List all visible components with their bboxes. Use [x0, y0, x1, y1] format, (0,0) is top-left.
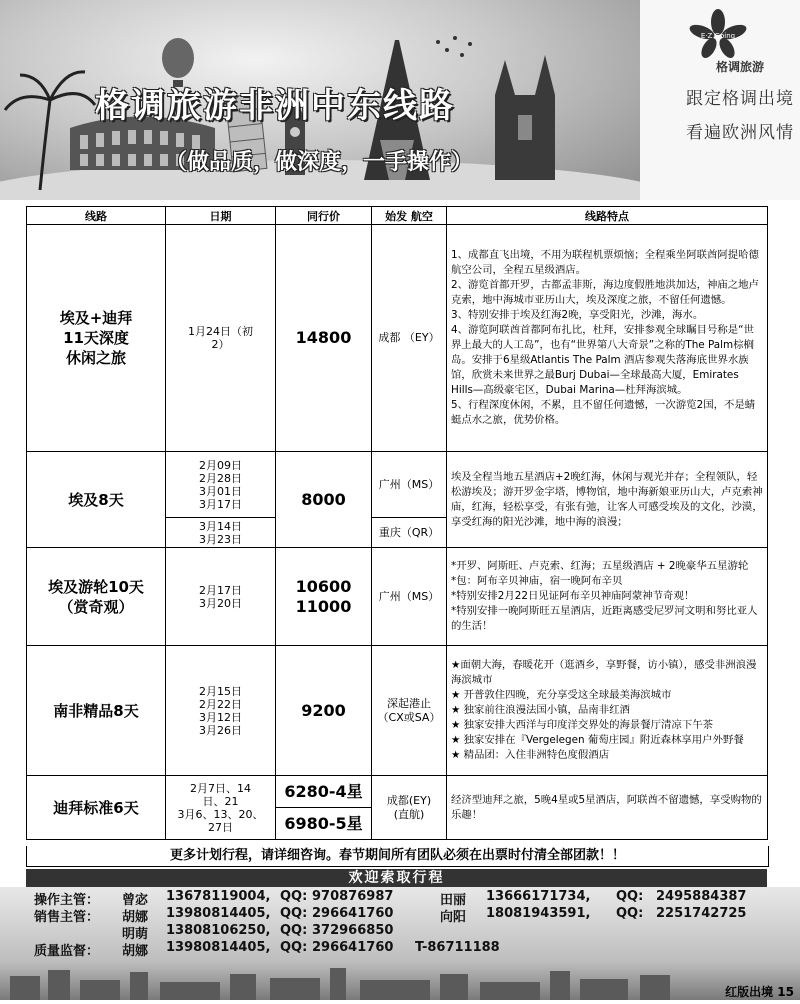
contact-telephone: T-86711188: [415, 940, 500, 955]
flower-logo-icon: [688, 8, 748, 60]
table-row: [27, 452, 768, 518]
table-row: [27, 548, 768, 646]
route-name: 埃及+迪拜 11天深度 休闲之旅: [27, 225, 166, 452]
contact-phone: 13678119004,: [166, 889, 271, 904]
contact-qq-label: QQ:: [280, 940, 308, 955]
contact-name: 曾宓: [122, 893, 149, 908]
city-silhouette-icon: [0, 962, 800, 1000]
contact-qq-label: QQ:: [616, 889, 644, 904]
contact-qq-label: QQ:: [280, 923, 308, 938]
contact-qq: 970876987: [312, 889, 394, 904]
contact-phone: 13666171734,: [486, 889, 591, 904]
header-date: 日期: [166, 207, 276, 225]
contact-phone: 13980814405,: [166, 906, 271, 921]
route-features: 1、成都直飞出境，不用为联程机票烦恼；全程乘坐阿联酋阿提哈德航空公司，全程五星级酒店。 2、游览首都开罗，古都孟菲斯，海边度假胜地洪加达，神庙之地卢克索，地中海城市亚历山大，埃及深度之旅，不留任何遗憾。 3、特别安排于埃及红海2晚，享受阳光，沙滩，海水。 4、游览阿联酋首都阿布扎比，杜拜，安排参观全球瞩目号称是“世界上最大的人工岛”，也有“世界第八大奇景”之称的The Palm棕榈岛。安排于6星级Atlantis The Palm 酒店参观失落海底世界水族馆，欣赏未来世界之最Burj Dubai—全球最高大厦，Emirates Hills—高级豪宅区，Dubai Marina—杜拜海滨城。 5、行程深度休闲，不累，且不留任何遗憾，一次游览2国，不是蜻蜓点水之旅，优势价格。: [447, 225, 768, 452]
table-row: [27, 776, 768, 808]
castle-icon: [495, 55, 555, 180]
contact-qq-label: QQ:: [280, 889, 308, 904]
welcome-banner: 欢迎索取行程: [26, 869, 767, 887]
route-features: ★面朝大海，春暖花开（逛酒乡，享野餐，访小镇），感受非洲浪漫海滨城市 ★ 开普敦住四晚，充分享受这全球最美海滨城市 ★ 独家前往浪漫法国小镇，品南非红酒 ★ 独家安排大西洋与印度洋交界处的海景餐厅清凉下午茶 ★ 独家安排在『Vergelegen 葡萄庄园』附近森林享用户外野餐 ★ 精品团：入住非洲特色度假酒店: [447, 646, 768, 776]
contact-qq: 372966850: [312, 923, 394, 938]
route-features: 经济型迪拜之旅，5晚4星或5星酒店，阿联酋不留遗憾，享受购物的乐趣！: [447, 776, 768, 840]
contact-phone: 13980814405,: [166, 940, 271, 955]
route-name: 迪拜标准6天: [27, 776, 166, 840]
contact-label: 销售主管：: [34, 910, 100, 925]
logo-text: 格调旅游: [715, 60, 764, 74]
route-features: *开罗、阿斯旺、卢克索、红海；五星级酒店 + 2晚豪华五星游轮 *包：阿布辛贝神庙，宿一晚阿布辛贝 *特别安排2月22日见证阿布辛贝神庙阿蒙神节奇观！ *特别安排一晚阿斯旺五星酒店，近距离感受尼罗河文明和努比亚人的生活！: [447, 548, 768, 646]
booking-notice: 更多计划行程，请详细咨询。春节期间所有团队必须在出票时付清全部团款！！: [26, 846, 769, 867]
route-price-5-star: 6980-5星: [276, 808, 372, 840]
page-subtitle: （做品质，做深度，一手操作）: [165, 150, 474, 175]
slogan-line-1: 跟定格调出境: [686, 89, 794, 109]
header-route: 线路: [27, 207, 166, 225]
table-row: [27, 646, 768, 776]
route-departure: 成都(EY) (直航): [372, 776, 447, 840]
table-header-row: [27, 207, 768, 225]
slogan-line-2: 看遍欧洲风情: [686, 123, 794, 143]
contact-phone: 13808106250,: [166, 923, 271, 938]
contact-label: 操作主管：: [34, 893, 100, 908]
contact-phone: 18081943591,: [486, 906, 591, 921]
routes-table: [26, 206, 768, 840]
contact-qq-label: QQ:: [616, 906, 644, 921]
contact-qq: 296641760: [312, 940, 394, 955]
contact-name: 胡娜: [122, 910, 149, 925]
header-price: 同行价: [276, 207, 372, 225]
route-price: 10600 11000: [276, 548, 372, 646]
contact-qq: 2251742725: [656, 906, 747, 921]
route-name: 南非精品8天: [27, 646, 166, 776]
route-features: 埃及全程当地五星酒店+2晚红海，休闲与观光并存；全程领队，轻松游埃及；游开罗金字塔，博物馆，地中海新娘亚历山大，卢克索神庙，红海，轻松享受，有张有弛，让客人可感受埃及的文化，沙漠，享受红海的阳光沙滩，地中海的浪漫；: [447, 452, 768, 548]
page-title: 格调旅游非洲中东线路: [95, 86, 455, 126]
route-dates: 2月09日 2月28日 3月01日 3月17日: [166, 452, 276, 518]
route-departure: 广州（MS）: [372, 548, 447, 646]
route-departure: 重庆（QR）: [372, 518, 447, 548]
logo-mark: E·Z Going: [700, 32, 736, 40]
route-price: 14800: [276, 225, 372, 452]
contact-qq: 2495884387: [656, 889, 747, 904]
contact-qq-label: QQ:: [280, 906, 308, 921]
route-dates: 3月14日 3月23日: [166, 518, 276, 548]
table-row: [27, 225, 768, 452]
route-price-4-star: 6280-4星: [276, 776, 372, 808]
route-dates: 2月7日、14 日、21 3月6、13、20、 27日: [166, 776, 276, 840]
route-price: 9200: [276, 646, 372, 776]
route-price: 8000: [276, 452, 372, 548]
contact-name: 向阳: [440, 910, 467, 925]
footer-cityscape: [0, 962, 800, 1000]
route-name: 埃及8天: [27, 452, 166, 548]
route-dates: 2月15日 2月22日 3月12日 3月26日: [166, 646, 276, 776]
birds-icon: [436, 36, 472, 57]
contact-name: 明萌: [122, 927, 149, 942]
contact-name: 胡娜: [122, 944, 149, 959]
route-departure: 成都 （EY）: [372, 225, 447, 452]
route-dates: 1月24日（初 2）: [166, 225, 276, 452]
header-departure: 始发 航空: [372, 207, 447, 225]
contacts-section: [0, 887, 800, 963]
header-features: 线路特点: [447, 207, 768, 225]
route-departure: 广州（MS）: [372, 452, 447, 518]
contact-label: 质量监督：: [34, 944, 100, 959]
route-name: 埃及游轮10天 （赏奇观）: [27, 548, 166, 646]
route-dates: 2月17日 3月20日: [166, 548, 276, 646]
contact-qq: 296641760: [312, 906, 394, 921]
page-number: 红版出境 15: [725, 985, 794, 999]
route-departure: 深起港止 （CX或SA）: [372, 646, 447, 776]
contact-name: 田丽: [440, 893, 467, 908]
header-banner: [0, 0, 800, 200]
